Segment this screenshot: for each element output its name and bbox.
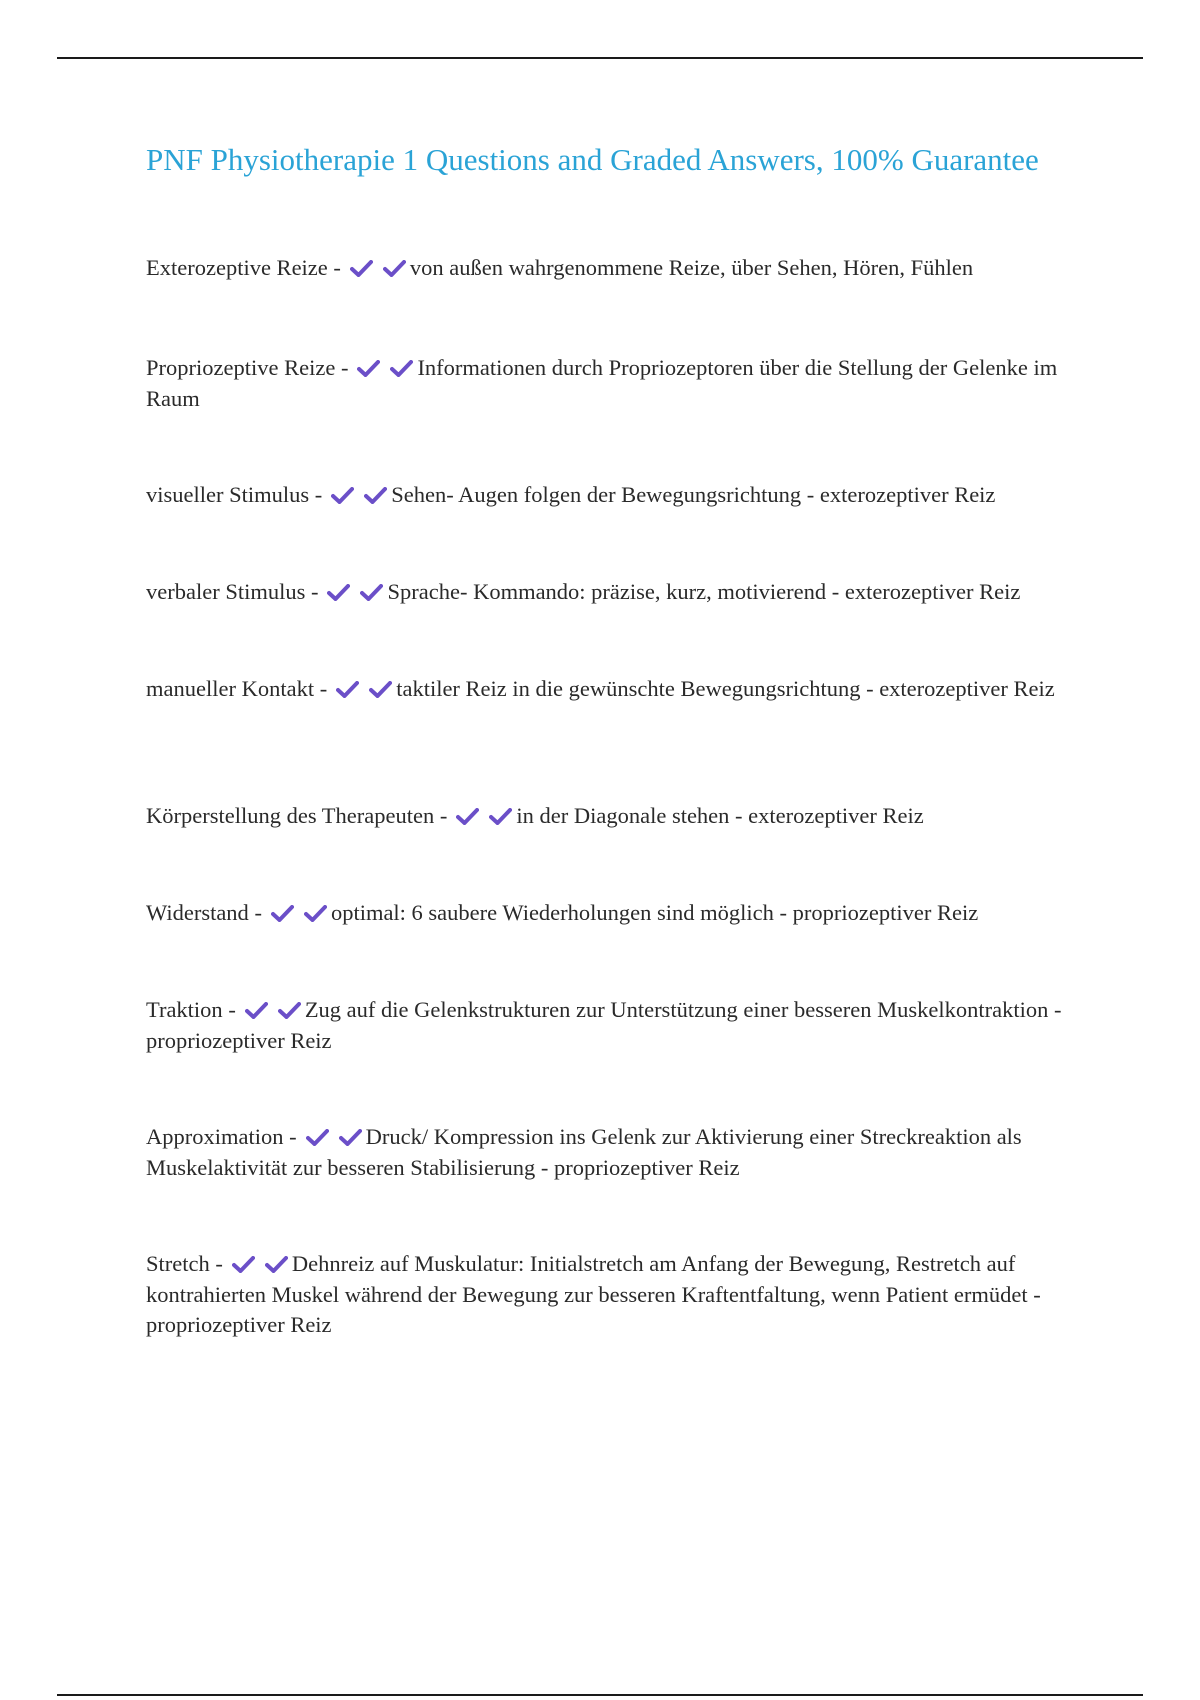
qa-answer: Informationen durch Propriozeptoren über die Stellung der Gelenke im Raum bbox=[146, 355, 1058, 411]
qa-item bbox=[146, 801, 1092, 832]
check-icon bbox=[364, 487, 387, 504]
qa-answer: in der Diagonale stehen - exterozeptiver Reiz bbox=[516, 803, 924, 828]
top-divider bbox=[57, 57, 1143, 59]
bottom-divider bbox=[57, 1694, 1143, 1696]
qa-item bbox=[146, 1249, 1092, 1341]
qa-item bbox=[146, 353, 1092, 414]
qa-separator: - bbox=[254, 900, 262, 925]
qa-answer: von außen wahrgenommene Reize, über Sehen, Hören, Fühlen bbox=[409, 255, 974, 280]
check-icon bbox=[360, 584, 383, 601]
qa-separator: - bbox=[333, 255, 341, 280]
qa-separator: - bbox=[310, 579, 319, 604]
check-icon bbox=[331, 487, 354, 504]
qa-item bbox=[146, 480, 1092, 511]
qa-item bbox=[146, 577, 1092, 608]
qa-term: Körperstellung des Therapeuten bbox=[146, 803, 435, 828]
qa-answer: Druck/ Kompression ins Gelenk zur Aktivierung einer Streckreaktion als Muskelaktivität zur besseren Stabilisierung - propriozeptiver Reiz bbox=[146, 1124, 1022, 1180]
qa-term: Exterozeptive Reize bbox=[146, 255, 328, 280]
check-icon bbox=[245, 1002, 268, 1019]
check-icon bbox=[265, 1256, 288, 1273]
check-icon bbox=[383, 260, 406, 277]
qa-term: Propriozeptive Reize bbox=[146, 355, 336, 380]
qa-separator: - bbox=[319, 676, 328, 701]
check-icon bbox=[327, 584, 350, 601]
page-title: PNF Physiotherapie 1 Questions and Graded Answers, 100% Guarantee bbox=[146, 142, 1039, 177]
qa-item bbox=[146, 1122, 1092, 1183]
qa-separator: - bbox=[439, 803, 448, 828]
qa-term: Approximation bbox=[146, 1124, 284, 1149]
check-icon bbox=[278, 1002, 301, 1019]
check-icon bbox=[369, 681, 392, 698]
check-icon bbox=[350, 260, 373, 277]
qa-answer: taktiler Reiz in die gewünschte Bewegungsrichtung - exterozeptiver Reiz bbox=[396, 676, 1055, 701]
qa-item bbox=[146, 253, 1092, 284]
check-icon bbox=[456, 808, 479, 825]
qa-answer: Dehnreiz auf Muskulatur: Initialstretch am Anfang der Bewegung, Restretch auf kontrahierten Muskel während der Bewegung zur besseren Kraftentfaltung, wenn Patient ermüdet - propriozeptiver Reiz bbox=[146, 1251, 1041, 1337]
check-icon bbox=[304, 905, 327, 922]
check-icon bbox=[357, 360, 380, 377]
qa-item bbox=[146, 898, 1092, 929]
qa-answer: optimal: 6 saubere Wiederholungen sind möglich - propriozeptiver Reiz bbox=[330, 900, 979, 925]
qa-separator: - bbox=[340, 355, 349, 380]
qa-term: visueller Stimulus bbox=[146, 482, 310, 507]
qa-answer: Zug auf die Gelenkstrukturen zur Unterstützung einer besseren Muskelkontraktion - propriozeptiver Reiz bbox=[146, 997, 1062, 1053]
qa-separator: - bbox=[215, 1251, 223, 1276]
qa-item bbox=[146, 674, 1092, 705]
qa-answer: Sprache- Kommando: präzise, kurz, motivierend - exterozeptiver Reiz bbox=[387, 579, 1021, 604]
check-icon bbox=[489, 808, 512, 825]
qa-separator: - bbox=[228, 997, 236, 1022]
check-icon bbox=[336, 681, 359, 698]
qa-term: Widerstand bbox=[146, 900, 249, 925]
qa-term: verbaler Stimulus bbox=[146, 579, 306, 604]
check-icon bbox=[339, 1129, 362, 1146]
qa-separator: - bbox=[314, 482, 323, 507]
check-icon bbox=[271, 905, 294, 922]
qa-term: Traktion bbox=[146, 997, 223, 1022]
qa-separator: - bbox=[289, 1124, 297, 1149]
qa-answer: Sehen- Augen folgen der Bewegungsrichtung - exterozeptiver Reiz bbox=[391, 482, 996, 507]
qa-term: Stretch bbox=[146, 1251, 210, 1276]
qa-term: manueller Kontakt bbox=[146, 676, 315, 701]
check-icon bbox=[390, 360, 413, 377]
qa-item bbox=[146, 995, 1092, 1056]
check-icon bbox=[306, 1129, 329, 1146]
check-icon bbox=[232, 1256, 255, 1273]
